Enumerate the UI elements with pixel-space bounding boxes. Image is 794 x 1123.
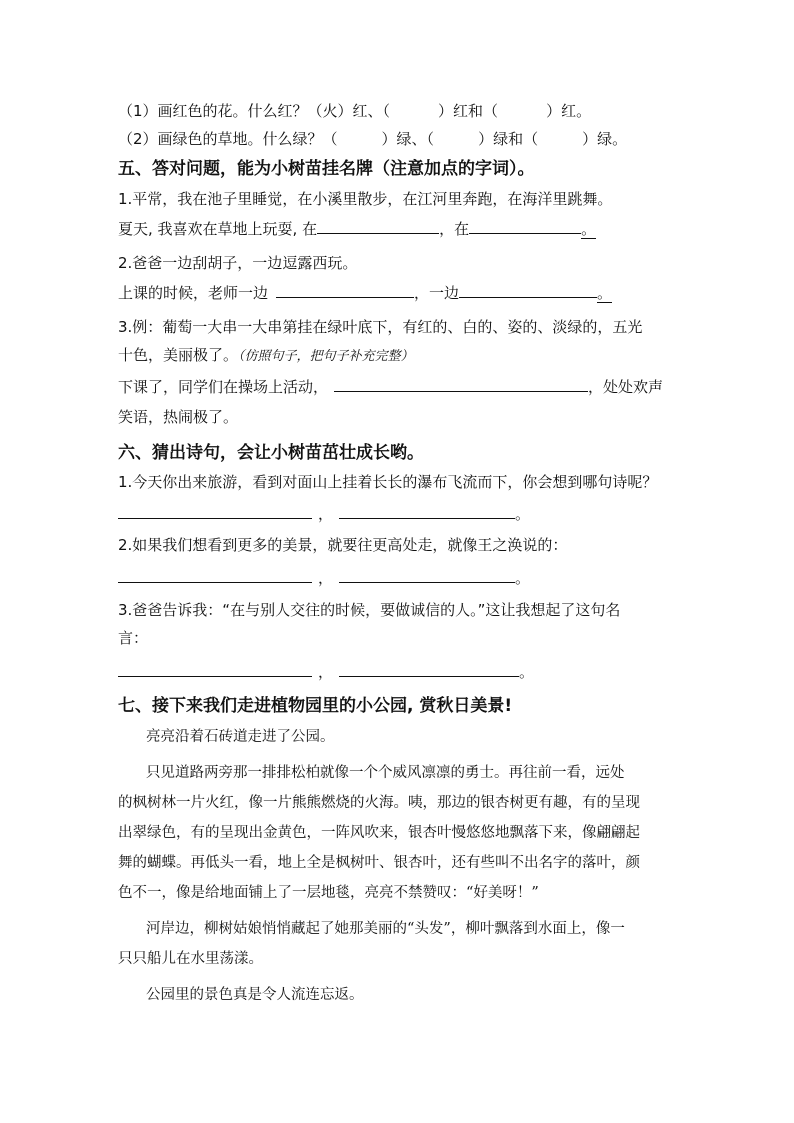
story-line-8: 只只船儿在水里荡漾。 [118, 951, 263, 967]
s5-q1-blank-1[interactable] [317, 219, 439, 234]
s4-q2-text-d: ）绿。 [582, 130, 628, 148]
s6-q3-question-cont: 言： [118, 629, 149, 647]
story-line-4: 出翠绿色，有的呈现出金黄色，一阵风吹来，银杏叶慢悠悠地飘落下来，像翩翩起 [118, 825, 640, 841]
s4-q1-text-a: （1）画红色的花。什么红？（火）红、（ [118, 102, 391, 120]
s5-q3-example-end: 十色，美丽极了。 [118, 346, 239, 364]
s5-q1-middle: ，在 [439, 220, 470, 238]
s5-q3-instruction: （仿照句子，把句子补充完整） [238, 349, 414, 364]
s6-q3-comma: ， [318, 663, 334, 681]
s5-q3-answer-line-cont: 笑语，热闹极了。 [118, 408, 239, 426]
s4-q2-paren-blank-3[interactable] [538, 130, 582, 144]
s6-q3-blank-1[interactable] [118, 662, 312, 677]
s4-q2-text-a: （2）画绿色的草地。什么绿？（ [118, 130, 338, 148]
story-line-6: 色不一，像是给地面铺上了一层地毯，亮亮不禁赞叹：“好美呀！” [118, 885, 539, 901]
s5-q3-blank[interactable] [334, 377, 588, 392]
s6-q2-blank-1[interactable] [118, 568, 312, 583]
s5-q1-answer-line [118, 219, 596, 239]
s6-q1-answer-line [118, 504, 530, 524]
section-5-title: 五、答对问题，能为小树苗挂名牌（注意加点的字词）。 [118, 159, 535, 179]
s5-q3-prefix: 下课了，同学们在操场上活动， [118, 378, 329, 396]
s6-q2-answer-line [118, 568, 530, 588]
s5-q3-example-cont [118, 345, 414, 367]
s5-q3-example: 3.例：葡萄一大串一大串第挂在绿叶底下，有红的、白的、姿的、淡绿的，五光 [118, 318, 643, 336]
story-line-9: 公园里的景色真是令人流连忘返。 [146, 987, 364, 1003]
s6-q3-period: 。 [519, 663, 535, 681]
s5-q2-prefix: 上课的时候，老师一边 [118, 284, 269, 302]
s6-q2-period: 。 [515, 569, 531, 587]
s6-q1-comma: ， [318, 505, 334, 523]
s4-q2-paren-blank-2[interactable] [434, 130, 478, 144]
s5-q1-prefix: 夏天, 我喜欢在草地上玩耍, 在 [118, 220, 318, 238]
s5-q1-blank-2[interactable] [469, 219, 581, 234]
s5-q2-middle: ，一边 [414, 284, 460, 302]
s4-question-2 [118, 129, 627, 149]
section-7-title: 七、接下来我们走进植物园里的小公园, 赏秋日美景! [118, 696, 513, 716]
s6-q3-answer-line [118, 662, 534, 682]
s4-question-1 [118, 101, 591, 121]
s6-q2-question: 2.如果我们想看到更多的美景，就要往更高处走，就像王之涣说的： [118, 536, 568, 554]
s5-q3-suffix: ，处处欢声 [588, 378, 664, 396]
s5-q2-sentence: 2.爸爸一边刮胡子，一边逗露西玩。 [118, 254, 358, 272]
s6-q1-blank-1[interactable] [118, 504, 312, 519]
s6-q1-question: 1.今天你出来旅游，看到对面山上挂着长长的瀑布飞流而下，你会想到哪句诗呢？ [118, 473, 658, 491]
s6-q2-comma: ， [318, 569, 334, 587]
s5-q2-blank-1[interactable] [276, 283, 414, 298]
story-line-2: 只见道路两旁那一排排松柏就像一个个威风凛凛的勇士。再往前一看，远处 [146, 765, 625, 781]
s6-q3-question: 3.爸爸告诉我：“在与别人交往的时候，要做诚信的人。”这让我想起了这句名 [118, 601, 621, 619]
s4-q2-paren-blank-1[interactable] [338, 130, 382, 144]
s6-q1-blank-2[interactable] [339, 504, 515, 519]
story-line-5: 舞的蝴蝶。再低头一看，地上全是枫树叶、银杏叶，还有些叫不出名字的落叶，颜 [118, 855, 640, 871]
story-line-1: 亮亮沿着石砖道走进了公园。 [146, 729, 335, 745]
s6-q1-period: 。 [515, 505, 531, 523]
story-line-7: 河岸边，柳树姑娘悄悄藏起了她那美丽的“头发”，柳叶飘落到水面上，像一 [146, 921, 625, 937]
s6-q3-blank-2[interactable] [339, 662, 519, 677]
s4-q1-text-c: ）红。 [546, 102, 592, 120]
s4-q1-text-b: ）红和（ [438, 102, 499, 120]
s5-q1-end: 。 [581, 220, 597, 238]
s5-q2-answer-line [118, 283, 612, 303]
s5-q2-end: 。 [597, 284, 613, 302]
s4-q1-paren-blank-2[interactable] [498, 102, 546, 116]
s4-q1-paren-blank-1[interactable] [390, 102, 438, 116]
story-line-3: 的枫树林一片火红，像一片熊熊燃烧的火海。咦，那边的银杏树更有趣，有的呈现 [118, 795, 640, 811]
s5-q3-answer-line [118, 377, 663, 397]
section-6-title: 六、猜出诗句，会让小树苗茁壮成长哟。 [118, 443, 424, 463]
s5-q2-blank-2[interactable] [459, 283, 597, 298]
s6-q2-blank-2[interactable] [339, 568, 515, 583]
s5-q1-sentence: 1.平常，我在池子里睡觉，在小溪里散步，在江河里奔跑，在海洋里跳舞。 [118, 190, 613, 208]
s4-q2-text-c: ）绿和（ [478, 130, 539, 148]
s4-q2-text-b: ）绿、（ [381, 130, 435, 148]
